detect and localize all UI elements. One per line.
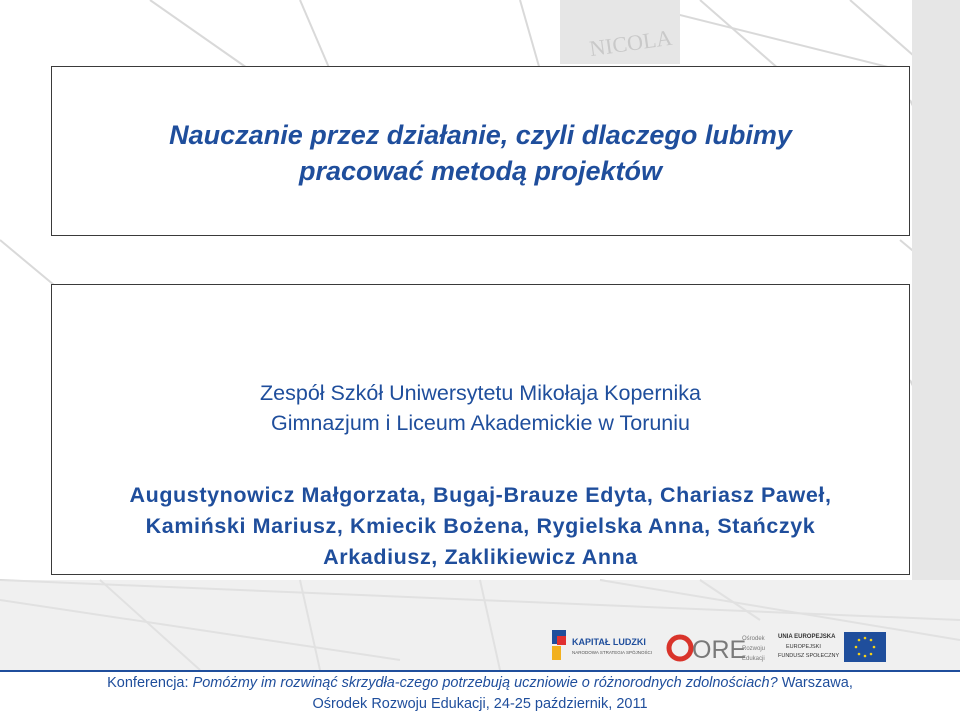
footer-conference-title: Pomóżmy im rozwinąć skrzydła-czego potrzebują uczniowie o różnorodnych zdolnościach? [192, 675, 778, 691]
slide-title [52, 117, 909, 189]
ue-line-3: FUNDUSZ SPOŁECZNY [778, 653, 840, 659]
authors-line-3: Arkadiusz, Zaklikiewicz Anna [323, 545, 638, 569]
eu-logo [778, 628, 888, 666]
footer-line-2: Ośrodek Rozwoju Edukacji, 24-25 październik, 2011 [312, 696, 648, 712]
authors-list [52, 480, 909, 573]
ore-sub-3: Edukacji [742, 656, 765, 662]
ore-logo [666, 631, 774, 665]
title-line-2: pracować metodą projektów [298, 156, 663, 186]
footer-location: Warszawa, [781, 675, 853, 691]
kapital-ludzki-logo [552, 628, 662, 664]
school-line-2: Gimnazjum i Liceum Akademickie w Toruniu [270, 411, 691, 435]
school-line-1: Zespół Szkół Uniwersytetu Mikołaja Kopernika [260, 381, 701, 405]
title-box [51, 66, 910, 236]
title-line-1: Nauczanie przez działanie, czyli dlaczego lubimy [169, 120, 792, 150]
ue-line-2: EUROPEJSKI [786, 644, 821, 650]
svg-text:NICOLA: NICOLA [587, 24, 674, 62]
footer-line-1 [0, 673, 960, 694]
logos-strip [552, 625, 888, 669]
authors-line-1: Augustynowicz Małgorzata, Bugaj-Brauze Edyta, Chariasz Paweł, [129, 483, 832, 507]
kapital-ludzki-sub: NARODOWA STRATEGIA SPÓJNOŚCI [572, 650, 653, 655]
ue-line-1: UNIA EUROPEJSKA [778, 634, 836, 640]
footer [0, 673, 960, 715]
authors-line-2: Kamiński Mariusz, Kmiecik Bożena, Rygielska Anna, Stańczyk [145, 514, 816, 538]
kapital-ludzki-name: KAPITAŁ LUDZKI [572, 637, 646, 647]
footer-label: Konferencja: [107, 675, 189, 691]
eu-flag-icon [844, 632, 886, 662]
footer-divider [0, 670, 960, 672]
ore-sub-2: Rozwoju [742, 646, 766, 652]
school-name [52, 378, 909, 438]
info-box [51, 284, 910, 575]
ore-name: ORE [692, 636, 747, 664]
ore-sub-1: Ośrodek [742, 636, 765, 642]
